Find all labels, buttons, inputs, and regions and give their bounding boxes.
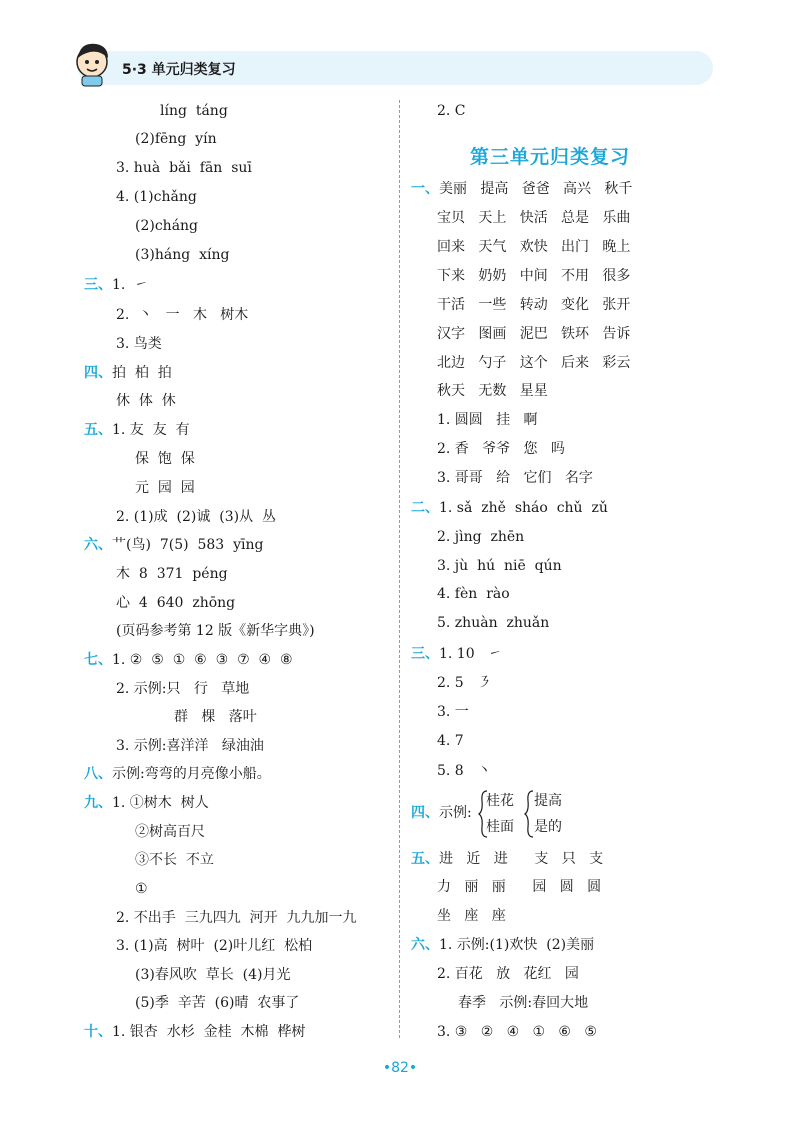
answer-text: 1. ①树木 树人 [112,795,209,811]
answer-text: 3. huà bǎi fān suī [116,160,252,176]
answer-text: (2)fēng yín [135,131,217,147]
left-answer-line [116,908,357,928]
left-answer-line [135,449,195,469]
answer-text: ②树高百尺 [135,824,205,840]
section-mark: 一、 [411,181,439,197]
answer-text: 秋天 无数 星星 [437,383,548,399]
answer-text: 美丽 提高 爸爸 高兴 秋千 [439,181,633,197]
right-answer-line [437,324,630,344]
section-mark: 五、 [84,422,112,438]
left-answer-line [116,305,248,325]
answer-text: 2. 香 爷爷 您 吗 [437,441,565,457]
answer-text: 1. 示例:(1)欢快 (2)美丽 [439,937,595,953]
unit-title: 第三单元归类复习 [470,146,631,168]
right-answer-line [437,1022,597,1042]
left-answer-line [135,129,217,149]
left-answer-line [174,707,257,727]
answer-text: 1. sǎ zhě sháo chǔ zǔ [439,500,608,516]
answer-text: 3. 示例:喜洋洋 绿油油 [116,738,264,754]
right-answer-line [437,761,491,781]
right-answer-line [437,468,593,488]
right-answer-line [437,906,506,926]
right-answer-line [437,208,630,228]
answer-text: 1. 友 友 有 [112,422,190,438]
answer-text: ③不长 不立 [135,852,214,868]
left-answer-line [116,736,264,756]
right-answer-line [437,673,491,693]
brace-block [478,789,638,839]
right-four-row [411,803,472,823]
section-mark: 四、 [411,805,439,821]
left-answer-line [116,593,235,613]
right-answer-line [437,439,565,459]
answer-text: 5. 8 丶 [437,763,492,779]
four-left-bottom: 桂面 [486,819,514,835]
right-answer-line [437,527,524,547]
left-answer-line [84,1022,305,1042]
right-answer-line [437,266,630,286]
left-answer-line [116,936,312,956]
answer-text: 3. (1)高 树叶 (2)叶儿红 松柏 [116,938,313,954]
left-answer-line [116,334,162,354]
right-answer-line [437,410,538,430]
answer-text: 宝贝 天上 快活 总是 乐曲 [437,210,631,226]
right-answer-line [437,295,630,315]
answer-text: 2. jìng zhēn [437,529,525,545]
answer-text: (5)季 辛苦 (6)晴 农事了 [135,995,300,1011]
answer-text: 示例:弯弯的月亮像小船。 [112,766,271,782]
header-bar [78,51,713,85]
answer-text: 回来 天气 欢快 出门 晚上 [437,239,631,255]
section-mark: 七、 [84,652,112,668]
right-answer-line [437,237,630,257]
answer-text: (3)háng xíng [135,247,230,263]
answer-text: (页码参考第 12 版《新华字典》) [116,623,315,639]
left-answer-line [135,879,148,899]
answer-text: 干活 一些 转动 变化 张开 [437,297,631,313]
answer-text: 保 饱 保 [135,451,195,467]
left-answer-line [84,363,172,383]
left-answer-line [116,564,228,584]
left-answer-line [84,793,209,813]
mascot-icon [70,38,120,88]
right-top-line: 2. C [437,103,466,119]
answer-text: 2. 百花 放 花红 园 [437,966,579,982]
answer-text: 1. 银杏 水杉 金桂 木棉 桦树 [112,1024,306,1040]
left-answer-line [135,822,205,842]
answer-text: 1. 圆圆 挂 啊 [437,412,538,428]
answer-text: 进 近 进 支 只 支 [439,851,604,867]
answer-text: 元 园 园 [135,480,195,496]
left-answer-line [84,275,148,295]
answer-text: 1. 10 ㇀ [439,646,502,662]
right-answer-line [437,877,601,897]
right-answer-line [437,556,562,576]
section-mark: 六、 [84,537,112,553]
right-answer-line [437,381,548,401]
answer-text: 力 丽 丽 园 圆 圆 [437,879,602,895]
answer-text: 3. 一 [437,704,469,720]
answer-text: 3. 哥哥 给 它们 名字 [437,470,593,486]
answer-text: 下来 奶奶 中间 不用 很多 [437,268,631,284]
left-answer-line [135,993,299,1013]
answer-text: 心 4 640 zhōng [116,595,236,611]
brace-right-icon [524,789,534,839]
left-answer-line [116,391,176,411]
left-answer-line [135,216,198,236]
section-mark: 二、 [411,500,439,516]
answer-text: 群 棵 落叶 [174,709,257,725]
right-answer-line [437,353,630,373]
answer-text: 2. (1)成 (2)诚 (3)从 丛 [116,509,277,525]
answer-text: 春季 示例:春回大地 [458,995,589,1011]
answer-text: 2. 5 ㇋ [437,675,492,691]
section-mark: 十、 [84,1024,112,1040]
right-answer-line [437,702,469,722]
answer-text: 拍 柏 拍 [112,365,172,381]
right-answer-line [411,935,594,955]
left-answer-line [135,965,290,985]
right-answer-line [411,498,608,518]
right-answer-line [437,613,549,633]
answer-text: 2. 示例:只 行 草地 [116,681,250,697]
answer-text: 艹(鸟) 7(5) 583 yīng [112,537,264,553]
answer-text: 5. zhuàn zhuǎn [437,615,550,631]
left-answer-line [135,478,195,498]
left-answer-line [160,101,228,121]
right-answer-line [437,731,464,751]
left-answer-line [135,850,214,870]
left-answer-line [84,420,190,440]
answer-text: líng táng [160,103,228,119]
right-answer-line [411,644,502,664]
answer-text: 4. fèn rào [437,586,510,602]
answer-text: (2)cháng [135,218,199,234]
answer-text: 4. 7 [437,733,464,749]
answer-text: 3. ③ ② ④ ① ⑥ ⑤ [437,1024,597,1040]
answer-text: 休 体 休 [116,393,176,409]
left-answer-line [116,158,252,178]
four-label: 示例: [439,805,472,821]
answer-text: 3. jù hú niē qún [437,558,562,574]
answer-text: 3. 鸟类 [116,336,162,352]
answer-text: 汉字 图画 泥巴 铁环 告诉 [437,326,631,342]
answer-text: 木 8 371 péng [116,566,228,582]
answer-text: 坐 座 座 [437,908,506,924]
section-mark: 九、 [84,795,112,811]
answer-text: 北边 勺子 这个 后来 彩云 [437,355,631,371]
four-right-bottom: 是的 [534,819,562,835]
four-left-top: 桂花 [486,793,514,809]
right-answer-line [437,584,510,604]
left-answer-line [135,245,229,265]
left-answer-line [84,650,293,670]
left-answer-line [116,187,197,207]
section-mark: 三、 [411,646,439,662]
four-right-top: 提高 [534,793,562,809]
answer-text: 4. (1)chǎng [116,189,197,205]
answer-text: 2. 不出手 三九四九 河开 九九加一九 [116,910,357,926]
answer-text: ① [135,881,148,897]
header-title: 5·3 单元归类复习 [122,62,236,78]
left-answer-line [116,507,276,527]
answer-text: 2. 丶 一 木 树木 [116,307,249,323]
page-number: •82• [382,1060,418,1076]
left-answer-line [84,764,271,784]
column-divider [399,100,400,1038]
section-mark: 八、 [84,766,112,782]
answer-text: 1. ㇀ [112,277,149,293]
section-mark: 六、 [411,937,439,953]
right-answer-line [458,993,588,1013]
right-answer-line [437,964,579,984]
left-answer-line [116,621,315,641]
left-answer-line [84,535,263,555]
right-answer-line [411,179,632,199]
right-answer-line [411,849,603,869]
answer-text: (3)春风吹 草长 (4)月光 [135,967,291,983]
left-answer-line [116,679,249,699]
section-mark: 四、 [84,365,112,381]
section-mark: 三、 [84,277,112,293]
section-mark: 五、 [411,851,439,867]
answer-text: 1. ② ⑤ ① ⑥ ③ ⑦ ④ ⑧ [112,652,293,668]
